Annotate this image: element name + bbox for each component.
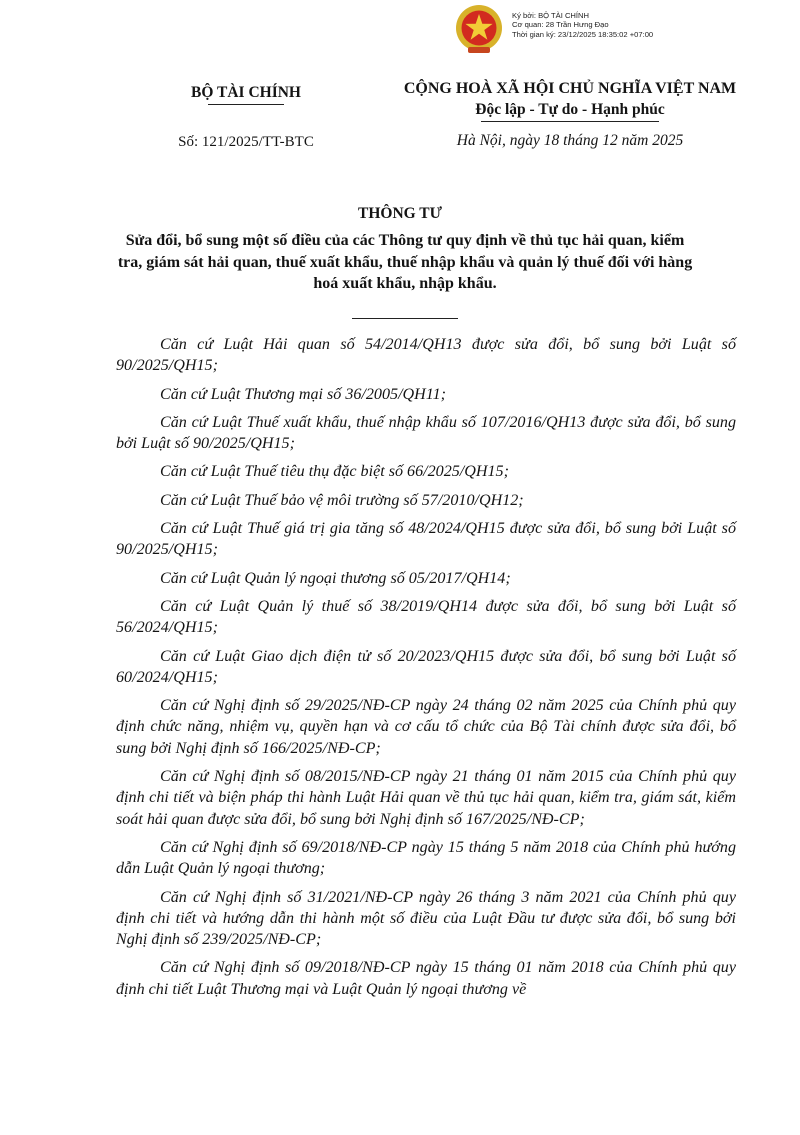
legal-basis: Căn cứ Luật Giao dịch điện tử số 20/2023/QH15 được sửa đổi, bổ sung bởi Luật số 60/2024/QH15; bbox=[116, 647, 736, 686]
legal-basis: Căn cứ Nghị định số 08/2015/NĐ-CP ngày 21 tháng 01 năm 2015 của Chính phủ quy định chi tiết và biện pháp thi hành Luật Hải quan về thủ tục hải quan, kiểm tra, giám sát, kiểm soát hải quan được sửa đổi, bổ sung bởi Nghị định số 167/2025/NĐ-CP; bbox=[116, 768, 736, 828]
national-emblem-icon bbox=[452, 3, 506, 57]
digital-signature-info bbox=[512, 11, 792, 39]
legal-basis: Căn cứ Luật Quản lý thuế số 38/2019/QH14 được sửa đổi, bổ sung bởi Luật số 56/2024/QH15; bbox=[116, 597, 736, 637]
document-number: Số: 121/2025/TT-BTC bbox=[178, 134, 314, 150]
legal-basis: Căn cứ Luật Thuế bảo vệ môi trường số 57/2010/QH12; bbox=[160, 491, 524, 509]
legal-basis: Căn cứ Nghị định số 09/2018/NĐ-CP ngày 15 tháng 01 năm 2018 của Chính phủ quy định chi tiết Luật Thương mại và Luật Quản lý ngoại thương về bbox=[116, 959, 736, 998]
document-subject: Sửa đổi, bổ sung một số điều của các Thông tư quy định về thủ tục hải quan, kiểm tra, giám sát hải quan, thuế xuất khẩu, thuế nhập khẩu và quản lý thuế đối với hàng hoá xuất khẩu, nhập khẩu. bbox=[117, 232, 693, 292]
legal-basis: Căn cứ Luật Thuế tiêu thụ đặc biệt số 66/2025/QH15; bbox=[160, 463, 509, 481]
nation-title: CỘNG HOÀ XÃ HỘI CHỦ NGHĨA VIỆT NAM bbox=[403, 80, 737, 97]
legal-basis: Căn cứ Nghị định số 31/2021/NĐ-CP ngày 26 tháng 3 năm 2021 của Chính phủ quy định chi tiết và hướng dẫn thi hành một số điều của Luật Đầu tư được sửa đổi, bổ sung bởi Nghị định số 239/2025/NĐ-CP; bbox=[116, 888, 736, 949]
place-date: Hà Nội, ngày 18 tháng 12 năm 2025 bbox=[456, 132, 684, 149]
signature-signer: Ký bởi: BỘ TÀI CHÍNH bbox=[512, 11, 589, 20]
issuing-agency: BỘ TÀI CHÍNH bbox=[191, 84, 301, 101]
agency-underline bbox=[208, 104, 284, 105]
national-motto: Độc lập - Tự do - Hạnh phúc bbox=[475, 101, 665, 118]
legal-bases bbox=[116, 334, 736, 1007]
legal-basis: Căn cứ Luật Thương mại số 36/2005/QH11; bbox=[160, 385, 447, 403]
legal-basis: Căn cứ Nghị định số 69/2018/NĐ-CP ngày 15 tháng 5 năm 2018 của Chính phủ hướng dẫn Luật Quản lý ngoại thương; bbox=[116, 838, 736, 878]
signature-agency: Cơ quan: 28 Trần Hưng Đạo bbox=[512, 20, 609, 30]
motto-underline bbox=[481, 121, 659, 122]
legal-basis: Căn cứ Luật Thuế giá trị gia tăng số 48/2024/QH15 được sửa đổi, bổ sung bởi Luật số 90/2025/QH15; bbox=[116, 520, 736, 559]
legal-basis: Căn cứ Luật Thuế xuất khẩu, thuế nhập khẩu số 107/2016/QH13 được sửa đổi, bổ sung bởi Luật số 90/2025/QH15; bbox=[116, 413, 736, 453]
legal-basis: Căn cứ Luật Quản lý ngoại thương số 05/2017/QH14; bbox=[160, 569, 511, 587]
signature-time: Thời gian ký: 23/12/2025 18:35:02 +07:00 bbox=[512, 29, 654, 39]
legal-basis: Căn cứ Luật Hải quan số 54/2014/QH13 được sửa đổi, bổ sung bởi Luật số 90/2025/QH15; bbox=[116, 336, 736, 375]
legal-basis: Căn cứ Nghị định số 29/2025/NĐ-CP ngày 24 tháng 02 năm 2025 của Chính phủ quy định chức năng, nhiệm vụ, quyền hạn và cơ cấu tổ chức của Bộ Tài chính được sửa đổi, bổ sung bởi Nghị định số 166/2025/NĐ-CP; bbox=[116, 697, 736, 757]
subject-underline bbox=[352, 318, 458, 319]
document-type: THÔNG TƯ bbox=[358, 205, 442, 222]
